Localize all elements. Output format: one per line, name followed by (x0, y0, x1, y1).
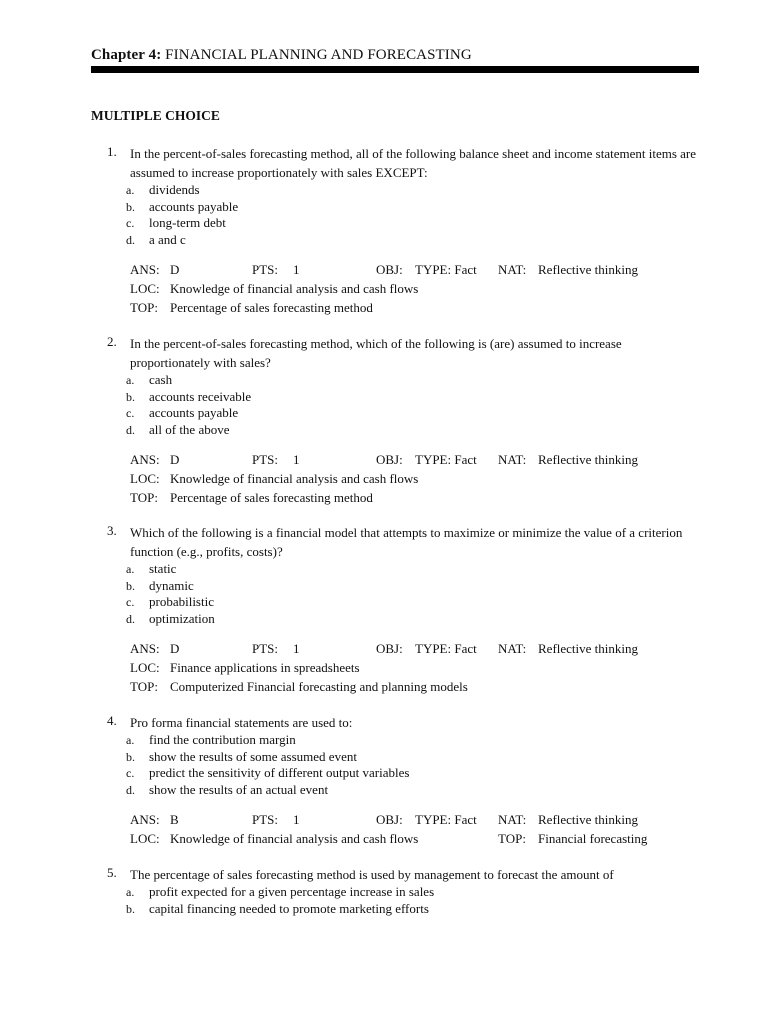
option-letter: d. (126, 611, 135, 626)
ans-value: D (170, 262, 180, 277)
option-c (126, 405, 707, 422)
option-d (126, 782, 707, 799)
question-number: 3. (107, 523, 117, 538)
option-a (126, 182, 707, 199)
question-4 (107, 713, 707, 848)
nat-label: NAT: (498, 812, 527, 827)
option-text: accounts receivable (149, 388, 252, 404)
option-text: profit expected for a given percentage increase in sales (149, 884, 435, 899)
option-text: show the results of some assumed event (149, 748, 357, 764)
option-d (126, 611, 707, 628)
loc-value: Knowledge of financial analysis and cash flows (170, 471, 419, 486)
question-2 (107, 334, 707, 507)
pts-label: PTS: (252, 641, 279, 656)
top-label: TOP: (130, 300, 158, 315)
option-letter: d. (126, 782, 135, 797)
nat-value: Reflective thinking (538, 452, 639, 467)
option-letter: a. (126, 733, 135, 747)
loc-value: Finance applications in spreadsheets (170, 660, 360, 675)
top-value: Percentage of sales forecasting method (170, 300, 373, 315)
option-letter: c. (126, 216, 135, 230)
ans-label: ANS: (130, 262, 160, 277)
loc-value: Knowledge of financial analysis and cash flows (170, 281, 419, 296)
top-value: Financial forecasting (538, 831, 648, 846)
loc-label: LOC: (130, 471, 160, 486)
top-value: Percentage of sales forecasting method (170, 490, 373, 505)
nat-value: Reflective thinking (538, 641, 639, 656)
option-text: show the results of an actual event (149, 781, 329, 797)
chapter-title (91, 47, 472, 64)
question-text: Pro forma financial statements are used to: (130, 715, 353, 730)
meta-row-top (130, 488, 707, 507)
option-letter: c. (126, 595, 135, 609)
type-value: TYPE: Fact (415, 812, 477, 827)
answer-options (126, 372, 707, 438)
option-text: probabilistic (149, 594, 214, 609)
title-rule (91, 66, 699, 73)
option-text: cash (149, 372, 173, 387)
option-text: predict the sensitivity of different output variables (149, 765, 410, 780)
option-letter: d. (126, 232, 135, 247)
question-number: 2. (107, 334, 117, 349)
obj-label: OBJ: (376, 262, 403, 277)
loc-label: LOC: (130, 831, 160, 846)
option-b (126, 578, 707, 595)
option-text: optimization (149, 610, 215, 626)
type-value: TYPE: Fact (415, 452, 477, 467)
pts-label: PTS: (252, 452, 279, 467)
top-label: TOP: (130, 679, 158, 694)
answer-metadata (130, 450, 707, 507)
ans-value: D (170, 452, 180, 467)
option-d (126, 232, 707, 249)
option-a (126, 884, 707, 901)
question-text: The percentage of sales forecasting method is used by management to forecast the amount of (130, 867, 614, 882)
meta-row-loc (130, 469, 707, 488)
chapter-lead: Chapter 4: (91, 47, 162, 63)
option-a (126, 561, 707, 578)
meta-row-ans (130, 639, 707, 658)
answer-metadata (130, 639, 707, 696)
option-text: accounts payable (149, 198, 239, 214)
nat-label: NAT: (498, 641, 527, 656)
question-1 (107, 144, 707, 317)
option-letter: d. (126, 422, 135, 437)
ans-value: D (170, 641, 180, 656)
loc-label: LOC: (130, 660, 160, 675)
option-b (126, 749, 707, 766)
ans-label: ANS: (130, 452, 160, 467)
chapter-title-text: FINANCIAL PLANNING AND FORECASTING (165, 47, 472, 63)
option-letter: b. (126, 749, 135, 764)
pts-value: 1 (293, 262, 300, 277)
answer-metadata (130, 810, 707, 848)
option-c (126, 765, 707, 782)
obj-label: OBJ: (376, 452, 403, 467)
option-text: dynamic (149, 577, 194, 593)
option-d (126, 422, 707, 439)
ans-label: ANS: (130, 641, 160, 656)
option-letter: a. (126, 885, 135, 899)
meta-row-top (130, 298, 707, 317)
answer-options (126, 182, 707, 248)
option-letter: a. (126, 562, 135, 576)
meta-row-ans (130, 810, 707, 829)
meta-row-ans (130, 260, 707, 279)
answer-options (126, 732, 707, 798)
meta-row-top (130, 677, 707, 696)
option-letter: a. (126, 183, 135, 197)
option-text: dividends (149, 182, 200, 197)
option-letter: b. (126, 578, 135, 593)
option-letter: b. (126, 901, 135, 916)
question-number: 4. (107, 713, 117, 728)
ans-value: B (170, 812, 179, 827)
obj-label: OBJ: (376, 641, 403, 656)
option-text: long-term debt (149, 215, 226, 230)
option-b (126, 199, 707, 216)
meta-row-loc-top (130, 829, 707, 848)
option-text: a and c (149, 231, 186, 247)
option-text: accounts payable (149, 405, 239, 420)
nat-value: Reflective thinking (538, 262, 639, 277)
question-5 (107, 865, 707, 917)
option-text: all of the above (149, 421, 230, 437)
question-number: 1. (107, 144, 117, 159)
meta-row-ans (130, 450, 707, 469)
option-letter: b. (126, 199, 135, 214)
top-label: TOP: (130, 490, 158, 505)
pts-label: PTS: (252, 812, 279, 827)
option-a (126, 732, 707, 749)
type-value: TYPE: Fact (415, 641, 477, 656)
option-letter: c. (126, 766, 135, 780)
option-c (126, 594, 707, 611)
option-text: find the contribution margin (149, 732, 296, 747)
loc-label: LOC: (130, 281, 160, 296)
answer-options (126, 884, 707, 917)
option-text: capital financing needed to promote marketing efforts (149, 900, 429, 916)
option-letter: c. (126, 406, 135, 420)
pts-value: 1 (293, 452, 300, 467)
option-b (126, 901, 707, 918)
nat-label: NAT: (498, 262, 527, 277)
option-text: static (149, 561, 177, 576)
pts-value: 1 (293, 641, 300, 656)
question-text: In the percent-of-sales forecasting method, which of the following is (are) assumed to increase proportionately with sales? (130, 336, 622, 370)
nat-value: Reflective thinking (538, 812, 639, 827)
ans-label: ANS: (130, 812, 160, 827)
top-label: TOP: (498, 831, 526, 846)
pts-label: PTS: (252, 262, 279, 277)
option-a (126, 372, 707, 389)
answer-options (126, 561, 707, 627)
meta-row-loc (130, 658, 707, 677)
option-letter: b. (126, 389, 135, 404)
question-text: In the percent-of-sales forecasting method, all of the following balance sheet and income statement items are assumed to increase proportionately with sales EXCEPT: (130, 146, 697, 180)
loc-value: Knowledge of financial analysis and cash flows (170, 831, 419, 846)
section-heading: MULTIPLE CHOICE (91, 108, 220, 123)
pts-value: 1 (293, 812, 300, 827)
option-b (126, 389, 707, 406)
nat-label: NAT: (498, 452, 527, 467)
question-text: Which of the following is a financial model that attempts to maximize or minimize the value of a criterion function (e.g., profits, costs)? (130, 525, 683, 559)
top-value: Computerized Financial forecasting and planning models (170, 679, 468, 694)
question-number: 5. (107, 865, 117, 880)
answer-metadata (130, 260, 707, 317)
question-3 (107, 523, 707, 696)
type-value: TYPE: Fact (415, 262, 477, 277)
option-c (126, 215, 707, 232)
meta-row-loc (130, 279, 707, 298)
option-letter: a. (126, 373, 135, 387)
obj-label: OBJ: (376, 812, 403, 827)
